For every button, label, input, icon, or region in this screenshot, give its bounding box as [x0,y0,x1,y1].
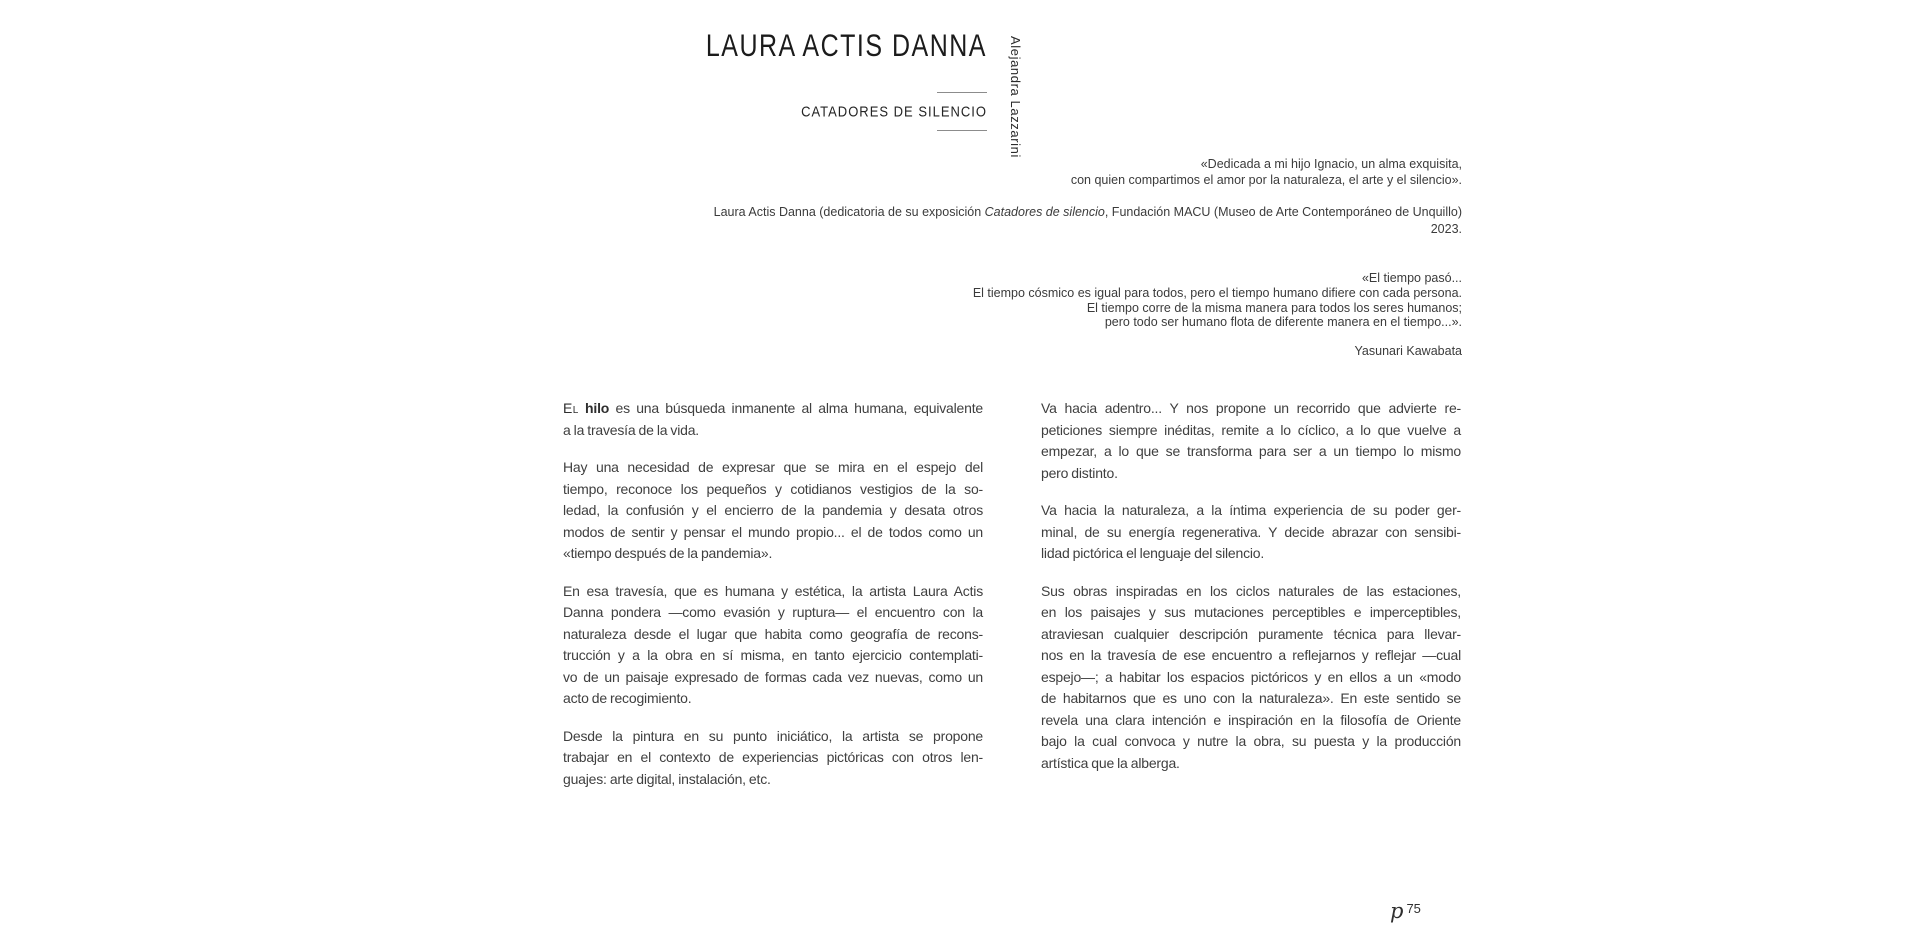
epigraph-line: El tiempo corre de la misma manera para todos los seres humanos; [1086,300,1462,315]
body-text-line: acto de recogimiento. [563,690,692,706]
body-text-line: El hilo es una búsqueda inmanente al alma humana, equivalente [563,400,983,416]
body-text-line: pero distinto. [1041,464,1118,481]
body-text-line: Va hacia adentro... Y nos propone un recorrido que advierte re- [1041,400,1461,416]
body-text-line: de habitarnos que es uno con la naturaleza». En este sentido se [1041,690,1461,706]
body-text-line: trucción y a la obra en sí misma, en tanto ejercicio contemplati- [563,647,983,663]
body-text-line: ledad, la confusión y el encierro de la pandemia y desata otros [563,502,983,518]
right-column [1041,398,1461,790]
body-paragraph [1041,581,1461,775]
body-text-line: Danna pondera —como evasión y ruptura— el encuentro con la [563,604,983,620]
body-text-line: a la travesía de la vida. [563,421,699,438]
body-text-line: vo de un paisaje expresado de formas cada vez nuevas, como un [563,668,983,685]
page-number [1390,899,1421,923]
lead-smallcaps: El [563,400,579,416]
body-paragraph [563,581,983,710]
dedication-line: «Dedicada a mi hijo Ignacio, un alma exquisita, [1200,157,1462,171]
body-text-line: peticiones siempre inéditas, remite a lo cíclico, a lo que vuelve a [1041,421,1461,438]
epigraph-block [973,271,1462,359]
epigraph-quote [973,271,1462,330]
body-text-line: Hay una necesidad de expresar que se mira en el espejo del [563,459,983,475]
body-text-line: «tiempo después de la pandemia». [563,545,773,561]
epigraph-line: «El tiempo pasó... [1361,271,1462,285]
title-block [705,28,987,131]
page-number-value: 75 [1406,901,1421,916]
dedication-quote [1071,157,1462,188]
body-text-line: minal, de su energía regenerativa. Y decide abrazar con sensibi- [1041,523,1461,540]
lead-bold-word: hilo [585,400,610,416]
body-text-line: En esa travesía, que es humana y estética, la artista Laura Actis [563,582,983,599]
body-text-line: Sus obras inspiradas en los ciclos naturales de las estaciones, [1041,582,1461,599]
body-text-line: nos en la travesía de ese encuentro a reflejarnos y reflejar —cual [1041,647,1461,663]
left-column [563,398,983,790]
body-text-line: revela una clara intención e inspiración en la filosofía de Oriente [1041,711,1461,728]
body-text-line: naturaleza desde el lugar que habita como geografía de recons- [563,625,983,642]
body-text-line: Desde la pintura en su punto iniciático, la artista se propone [563,727,983,744]
body-paragraph [1041,398,1461,484]
body-text-line: trabajar en el contexto de experiencias pictóricas con otros len- [563,749,983,765]
body-paragraph [1041,500,1461,565]
author-name-vertical: Alejandra Lazzarini [1008,36,1023,158]
body-text-line: tiempo, reconoce los pequeños y cotidianos vestigios de la so- [563,480,983,497]
body-text-line: modos de sentir y pensar el mundo propio... el de todos como un [563,523,983,540]
body-paragraph [563,457,983,565]
epigraph-attribution: Yasunari Kawabata [1354,344,1462,359]
epigraph-line: El tiempo cósmico es igual para todos, pero el tiempo humano difiere con cada persona. [972,285,1462,300]
exhibition-title: CATADORES DE SILENCIO [801,103,987,120]
body-columns [563,398,1461,790]
artist-name-title: LAURA ACTIS DANNA [705,28,987,64]
body-text-line: en los paisajes y sus mutaciones perceptibles e imperceptibles, [1041,604,1461,620]
credit-suffix: , Fundación MACU (Museo de Arte Contemporáneo de Unquillo) 2023. [1104,205,1462,236]
body-paragraph [563,398,983,441]
body-text-line: artística que la alberga. [1041,754,1180,771]
body-text-line: atraviesan cualquier descripción puramente técnica para llevar- [1041,625,1461,642]
page-mark-glyph: p [1390,899,1404,923]
body-text-line: lidad pictórica el lenguaje del silencio. [1041,545,1265,561]
body-text-line: espejo—; a habitar los espacios pictóricos y en ellos a un «modo [1041,668,1461,685]
subtitle-rule-bottom [937,130,987,131]
body-text-line: bajo la cual convoca y nutre la obra, su puesta y la producción [1041,733,1461,749]
body-text-line: Va hacia la naturaleza, a la íntima experiencia de su poder ger- [1041,502,1461,518]
dedication-line: con quien compartimos el amor por la naturaleza, el arte y el silencio». [1070,172,1462,187]
credit-line [697,204,1462,237]
body-text-line: guajes: arte digital, instalación, etc. [563,770,771,787]
credit-prefix: Laura Actis Danna (dedicatoria de su exposición [713,205,985,219]
epigraph-line: pero todo ser humano flota de diferente manera en el tiempo...». [1104,315,1462,330]
body-text-line: empezar, a lo que se transforma para ser a un tiempo lo mismo [1041,443,1461,459]
subtitle-rule-top [937,92,987,93]
body-paragraph [563,726,983,791]
credit-exhibition-title: Catadores de silencio [984,205,1105,219]
